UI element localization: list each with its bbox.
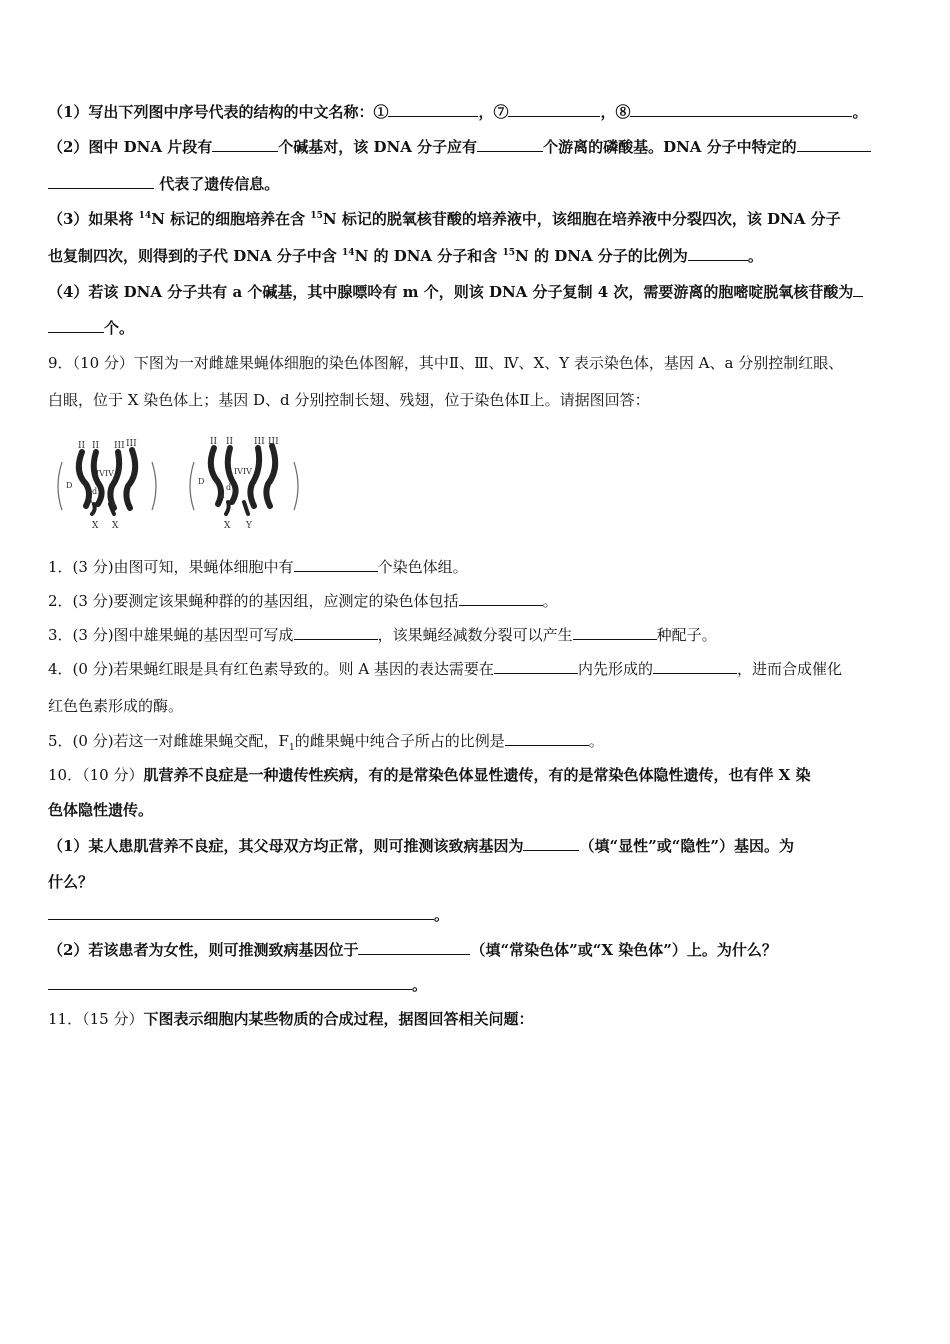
q10-sub2-text-a: （2）若该患者为女性，则可推测致病基因位于 xyxy=(48,941,359,959)
chromosome-III xyxy=(250,448,259,506)
q8-sub3-text-f: N 的 DNA 分子的比例为 xyxy=(515,247,688,265)
q8-sub3-text-e: N 的 DNA 分子和含 xyxy=(354,247,503,265)
q8-sub3-cont xyxy=(48,246,908,266)
q9-intro xyxy=(48,353,908,373)
label-IV: IVIV xyxy=(234,467,252,476)
q9-sub5-text-a: 5．(0 分)若这一对雌雄果蝇交配，F xyxy=(48,732,289,750)
q10-number: 10．（10 分） xyxy=(48,766,144,784)
isotope-15: 15 xyxy=(310,211,323,221)
answer-blank[interactable] xyxy=(212,137,278,152)
gene-D: D xyxy=(198,477,205,486)
label-III: III xyxy=(114,441,125,451)
q9-sub4-text-a: 4．(0 分)若果蝇红眼是具有红色素导致的。则 A 基因的表达需要在 xyxy=(48,660,494,678)
label-X: X xyxy=(112,521,119,531)
bracket-right xyxy=(294,462,298,510)
q9-intro-line1: 9．（10 分）下图为一对雌雄果蝇体细胞的染色体图解，其中Ⅱ、Ⅲ、Ⅳ、X、Y 表示染色体，基因 A、a 分别控制红眼、 xyxy=(48,354,844,372)
label-II: II xyxy=(210,437,218,447)
q10-sub2 xyxy=(48,940,908,960)
q9-sub2-text-a: 2．(3 分)要测定该果蝇种群的的基因组，应测定的染色体包括 xyxy=(48,592,459,610)
gene-a: a xyxy=(220,491,225,500)
answer-blank[interactable] xyxy=(508,102,600,117)
label-III: III xyxy=(126,439,137,449)
bracket-left xyxy=(190,462,194,510)
q10-sub1-text-a: （1）某人患肌营养不良症，其父母双方均正常，则可推测该致病基因为 xyxy=(48,837,524,855)
period: 。 xyxy=(434,906,450,924)
label-X: X xyxy=(224,521,231,531)
answer-blank[interactable] xyxy=(688,246,748,261)
answer-blank[interactable] xyxy=(477,137,543,152)
chromosome-figure xyxy=(52,432,312,532)
q8-sub3-text-b: N 标记的细胞培养在含 xyxy=(151,210,311,228)
q9-intro-line2: 白眼，位于 X 染色体上；基因 D、d 分别控制长翅、残翅，位于染色体Ⅱ上。请据图回答： xyxy=(48,391,650,409)
q8-sub3-text-d: 也复制四次，则得到的子代 DNA 分子中含 xyxy=(48,247,343,265)
isotope-14: 14 xyxy=(342,248,355,258)
q8-sub2-text-b: 个碱基对，该 DNA 分子应有 xyxy=(278,138,478,156)
q8-sub3-text-c: N 标记的脱氧核苷酸的培养液中，该细胞在培养液中分裂四次，该 DNA 分子 xyxy=(322,210,841,228)
label-III: III xyxy=(268,437,279,447)
bracket-left xyxy=(58,462,62,510)
gene-d: d xyxy=(226,483,232,492)
answer-blank[interactable] xyxy=(459,591,543,606)
gene-d: d xyxy=(92,487,98,496)
bracket-right xyxy=(152,462,156,510)
answer-line[interactable] xyxy=(48,975,412,990)
q9-sub3-text-b: ，该果蝇经减数分裂可以产生 xyxy=(377,626,573,644)
gene-a: a xyxy=(110,499,115,508)
q8-sub3 xyxy=(48,209,908,229)
answer-blank[interactable] xyxy=(388,102,478,117)
q8-sub1-text-c: ，⑧ xyxy=(600,103,631,121)
q9-sub3-text-a: 3．(3 分)图中雄果蝇的基因型可写成 xyxy=(48,626,294,644)
chromosome-X xyxy=(226,502,229,514)
label-II: II xyxy=(92,441,100,451)
male-karyotype xyxy=(190,437,298,531)
q8-sub1-text-a: （1）写出下列图中序号代表的结构的中文名称：① xyxy=(48,103,389,121)
q8-sub3-text-a: （3）如果将 xyxy=(48,210,139,228)
q9-sub4-text-c: ，进而合成催化 xyxy=(736,660,842,678)
q8-sub2-cont xyxy=(48,174,908,194)
label-III: III xyxy=(254,437,265,447)
subscript-1: 1 xyxy=(288,743,295,753)
q9-sub4-text-b: 内先形成的 xyxy=(577,660,653,678)
answer-blank[interactable] xyxy=(853,282,863,297)
q9-sub2-text-b: 。 xyxy=(542,592,558,610)
chromosome-X xyxy=(92,504,95,514)
q8-sub4 xyxy=(48,282,908,302)
gene-A: A xyxy=(88,498,94,507)
period: 。 xyxy=(412,976,428,994)
q8-sub2-text-d: 代表了遗传信息。 xyxy=(154,175,280,193)
isotope-14: 14 xyxy=(138,211,152,221)
q8-sub2-text-c: 个游离的磷酸基。DNA 分子中特定的 xyxy=(543,138,797,156)
chromosome-III xyxy=(266,446,275,506)
q10-sub2-answer xyxy=(48,975,908,995)
label-IV: IVIV xyxy=(96,469,114,478)
answer-blank[interactable] xyxy=(48,174,154,189)
q8-sub2 xyxy=(48,137,908,157)
q9-sub4-cont xyxy=(48,696,908,716)
q9-sub3 xyxy=(48,625,908,645)
isotope-15: 15 xyxy=(502,248,516,258)
chromosome-III xyxy=(126,450,135,508)
q8-sub1-text-d: 。 xyxy=(852,103,868,121)
q8-sub1 xyxy=(48,102,908,122)
q9-sub1-text-a: 1．(3 分)由图可知，果蝇体细胞中有 xyxy=(48,558,294,576)
chromosome-II xyxy=(94,452,102,504)
q8-sub1-text-b: ，⑦ xyxy=(478,103,509,121)
label-Y: Y xyxy=(246,521,252,531)
q9-sub5 xyxy=(48,731,908,751)
q11-intro xyxy=(48,1009,908,1029)
q11-text: 下图表示细胞内某些物质的合成过程，据图回答相关问题： xyxy=(143,1010,534,1028)
answer-blank[interactable] xyxy=(653,659,737,674)
q10-intro-cont xyxy=(48,800,908,820)
answer-blank[interactable] xyxy=(294,557,378,572)
answer-blank[interactable] xyxy=(573,625,657,640)
q9-sub1 xyxy=(48,557,908,577)
answer-blank[interactable] xyxy=(505,731,589,746)
answer-blank[interactable] xyxy=(630,102,852,117)
q9-sub5-text-c: 。 xyxy=(588,732,604,750)
q10-sub2-text-b: （填“常染色体”或“X 染色体”）上。为什么？ xyxy=(470,941,777,959)
q9-sub2 xyxy=(48,591,908,611)
q10-sub1-cont xyxy=(48,872,908,892)
q11-number: 11．（15 分） xyxy=(48,1010,144,1028)
answer-blank[interactable] xyxy=(494,659,578,674)
q9-intro-cont xyxy=(48,390,908,410)
label-II: II xyxy=(226,437,234,447)
answer-blank[interactable] xyxy=(294,625,378,640)
q9-sub5-text-b: 的雌果蝇中纯合子所占的比例是 xyxy=(294,732,505,750)
label-X: X xyxy=(92,521,99,531)
q8-sub4-text-b: 个。 xyxy=(104,319,135,337)
q10-intro-line1: 肌营养不良症是一种遗传性疾病，有的是常染色体显性遗传，有的是常染色体隐性遗传，也有伴 X 染 xyxy=(143,766,811,784)
q10-sub1-answer xyxy=(48,905,908,925)
q10-intro-line2: 色体隐性遗传。 xyxy=(48,801,154,819)
answer-line[interactable] xyxy=(48,905,434,920)
q9-sub1-text-b: 个染色体组。 xyxy=(377,558,468,576)
q8-sub4-text-a: （4）若该 DNA 分子共有 a 个碱基，其中腺嘌呤有 m 个，则该 DNA 分子复制 4 次，需要游离的胞嘧啶脱氧核苷酸为 xyxy=(48,283,854,301)
q8-sub2-text-a: （2）图中 DNA 片段有 xyxy=(48,138,213,156)
q8-sub4-cont xyxy=(48,318,908,338)
q10-sub1 xyxy=(48,836,908,856)
q10-intro xyxy=(48,765,908,785)
q9-sub4 xyxy=(48,659,908,679)
answer-blank[interactable] xyxy=(523,836,579,851)
answer-blank[interactable] xyxy=(358,940,470,955)
gene-D: D xyxy=(66,481,73,490)
q9-sub3-text-c: 种配子。 xyxy=(656,626,717,644)
q8-sub3-text-g: 。 xyxy=(747,247,763,265)
q9-sub4-text-d: 红色色素形成的酶。 xyxy=(48,697,184,715)
answer-blank[interactable] xyxy=(797,137,871,152)
label-II: II xyxy=(78,441,86,451)
q10-sub1-text-b: （填“显性”或“隐性”）基因。为 xyxy=(579,837,794,855)
female-karyotype xyxy=(58,439,156,531)
answer-blank[interactable] xyxy=(48,318,104,333)
q10-sub1-text-c: 什么？ xyxy=(48,873,94,891)
chromosome-Y xyxy=(244,502,248,514)
